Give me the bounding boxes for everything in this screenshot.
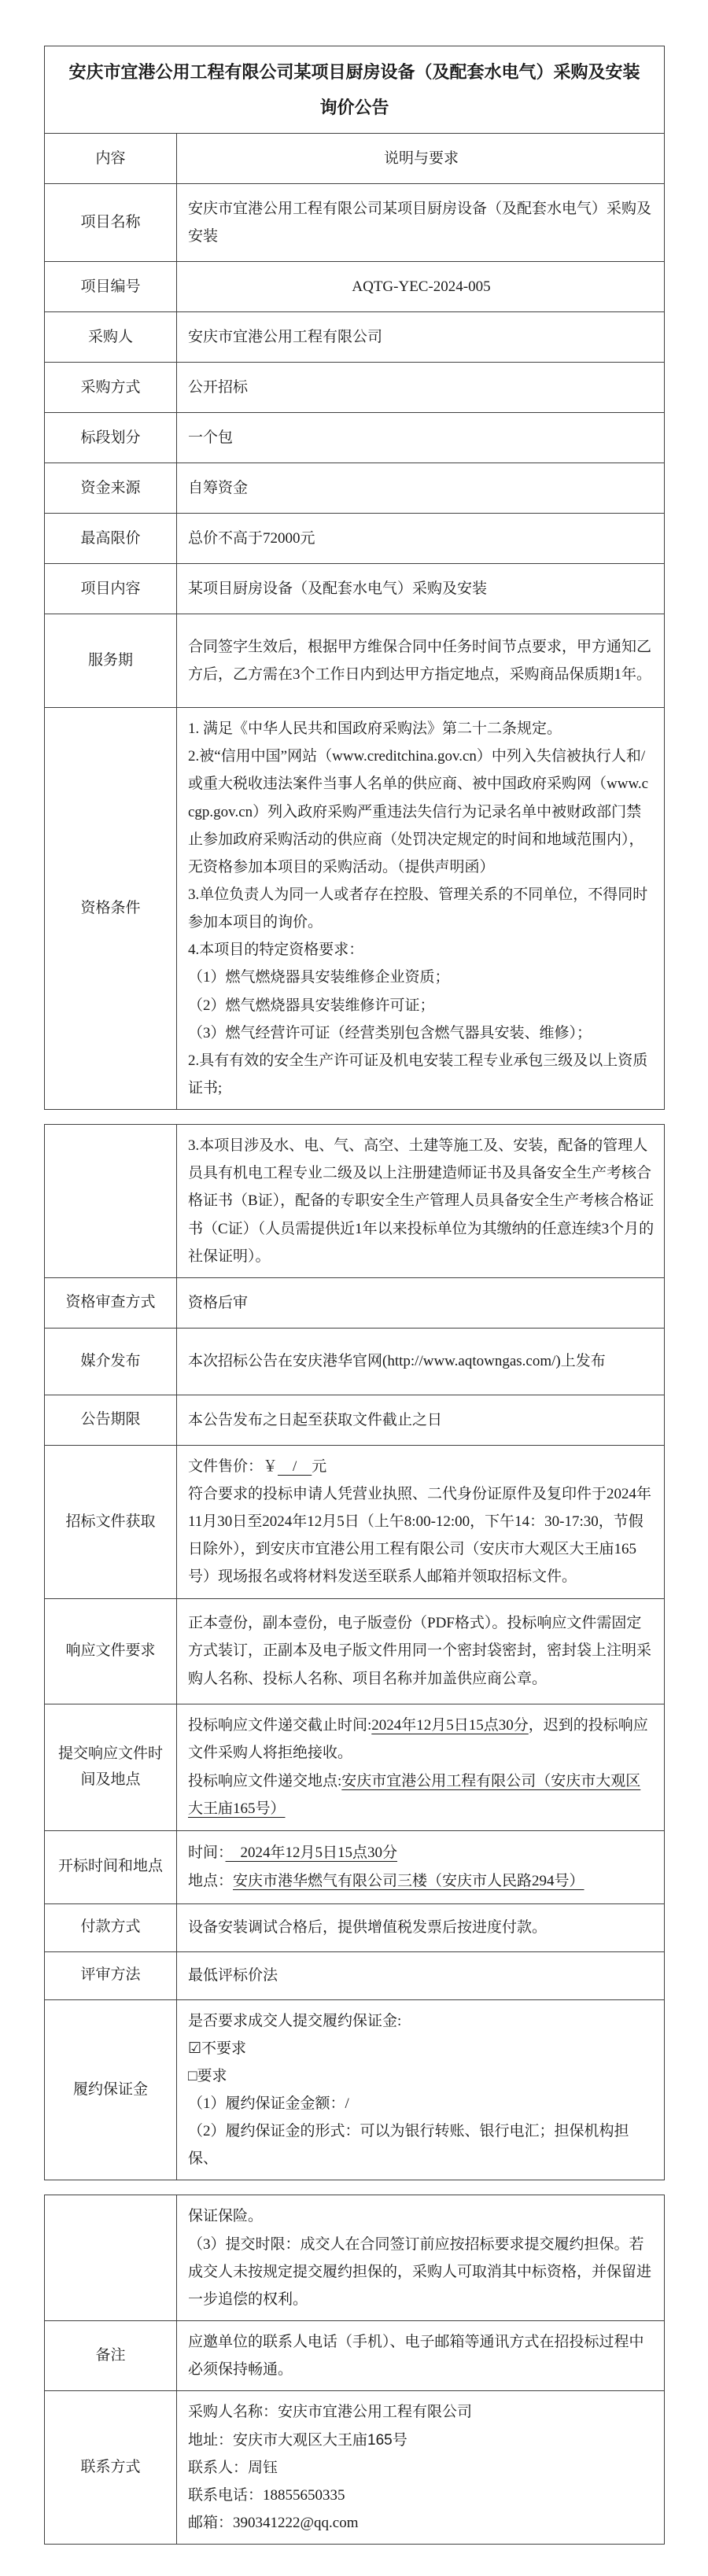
text-segment: 时间： [188,1844,226,1862]
row-content [177,463,665,514]
row-paragraph [188,2427,655,2454]
text-segment: 正本壹份，副本壹份，电子版壹份（PDF格式）。投标响应文件需固定方式装订，正副本及电子版文件用同一个密封袋密封，密封袋上注明采购人名称、投标人名称、项目名称并加盖供应商公章。 [188,1615,652,1687]
text-segment: 投标响应文件递交截止时间: [188,1717,372,1734]
row-label: 招标文件获取 [45,1445,177,1598]
text-segment: 文件售价：￥ [188,1458,278,1475]
row-paragraph [188,2007,655,2035]
row-paragraph [188,1480,655,1591]
table-row [45,1125,665,1278]
row-paragraph [188,964,655,991]
row-content [177,184,665,262]
row-label: 项目内容 [45,564,177,614]
row-label: 提交响应文件时间及地点 [45,1704,177,1830]
underlined-text: 2024年12月5日15点30分 [371,1717,529,1734]
row-paragraph [188,1047,655,1102]
text-segment: 设备安装调试合格后，提供增值税发票后按进度付款。 [188,1918,548,1936]
row-content [177,363,665,413]
text-segment: 周钰 [248,2459,278,2476]
announcement-table-part-3 [44,2195,665,2545]
text-segment: 一个包 [188,429,234,447]
row-label: 采购人 [45,312,177,363]
row-label: 标段划分 [45,413,177,463]
text-segment: （3）燃气经营许可证（经营类别包含燃气器具安装、维修）； [188,1024,592,1041]
row-paragraph [188,1767,655,1822]
row-label: 资格条件 [45,708,177,1110]
row-content [177,262,665,312]
row-paragraph [188,575,655,603]
table-row [45,413,665,463]
title-row [45,46,665,134]
text-segment: 18855650335 [263,2486,345,2504]
row-paragraph [188,1867,655,1895]
text-segment: 投标响应文件递交地点: [188,1772,342,1789]
table-row [45,184,665,262]
row-content [177,1951,665,1999]
text-segment: 邮箱： [188,2514,234,2531]
table-row [45,1445,665,1598]
row-label: 采购方式 [45,363,177,413]
text-segment: 元 [312,1458,327,1475]
row-label: 开标时间和地点 [45,1830,177,1903]
text-segment: 符合要求的投标申请人凭营业执照、二代身份证原件及复印件于2024年11月30日至2024年12月5日（上午8:00-12:00，下午14：30-17:30，节假日除外），到安庆市宜港公用工程有限公司（安庆市大观区大王庙165号）现场报名或将材料发送至联系人邮箱并领取招标文件。 [188,1486,652,1586]
announcement-table-part-2 [44,1124,665,2180]
text-segment: 询价公告 [319,98,389,118]
row-label: 备注 [45,2320,177,2390]
row-content [177,1277,665,1328]
row-paragraph [188,525,655,552]
table-row [45,1704,665,1830]
page-title [45,46,665,134]
table-row [45,1830,665,1903]
row-paragraph [188,195,655,250]
text-segment: ，迟到的投标响应文件采购人将拒绝接收。 [188,1717,648,1762]
table-row [45,2391,665,2545]
row-paragraph [188,743,655,881]
text-segment: 1. 满足《中华人民共和国政府采购法》第二十二条规定。 [188,720,562,738]
row-paragraph [188,2454,655,2482]
table-row [45,514,665,564]
text-segment: 地址： [188,2431,234,2449]
row-paragraph [188,2202,655,2230]
text-segment: 自筹资金 [188,480,249,497]
table-row [45,1903,665,1951]
text-segment: 应邀单位的联系人电话（手机）、电子邮箱等通讯方式在招投标过程中必须保持畅通。 [188,2333,644,2379]
text-segment: 联系人： [188,2459,249,2476]
row-label: 最高限价 [45,514,177,564]
row-paragraph [188,424,655,451]
row-paragraph [188,1839,655,1867]
row-content [177,1830,665,1903]
text-segment: 公开招标 [188,379,249,396]
row-label: 公告期限 [45,1395,177,1445]
table-row [45,262,665,312]
row-paragraph [188,1914,655,1941]
row-paragraph [188,2482,655,2509]
row-label: 内容 [45,134,177,184]
row-label: 媒介发布 [45,1328,177,1395]
text-segment: 4.本项目的特定资格要求： [188,942,364,959]
text-segment: （2）履约保证金的形式：可以为银行转账、银行电汇；担保机构担保、 [188,2123,629,2168]
row-label: 服务期 [45,614,177,708]
row-paragraph [188,1132,655,1270]
row-content [177,134,665,184]
row-paragraph [188,273,655,300]
row-content [177,614,665,708]
text-segment: ☑不要求 [188,2040,247,2057]
announcement-table-part-1 [44,46,665,1110]
text-segment: 说明与要求 [384,150,459,168]
text-segment: 安庆市宜港公用工程有限公司某项目厨房设备（及配套水电气）采购及安装 [188,201,652,245]
text-segment: 安庆市宜港公用工程有限公司 [278,2404,473,2421]
table-row [45,312,665,363]
text-segment: 2.被“信用中国”网站（www.creditchina.gov.cn）中列入失信被执行人和/或重大税收违法案件当事人名单的供应商、被中国政府采购网（www.ccgp.gov.cn）列入政府采购严重违法失信行为记录名单中被财政部门禁止参加政府采购活动的供应商（处罚决定规定的时间和地域范围内），无资格参加本项目的采购活动。（提供声明函） [188,748,649,875]
table-row [45,1598,665,1704]
row-content [177,2320,665,2390]
row-content [177,2391,665,2545]
row-label: 联系方式 [45,2391,177,2545]
row-paragraph [188,2328,655,2383]
row-content [177,1999,665,2180]
text-segment: 采购人名称： [188,2404,278,2421]
text-segment: 安庆市宜港公用工程有限公司 [188,329,383,346]
row-paragraph [188,2117,655,2172]
row-paragraph [188,715,655,743]
row-paragraph [188,1406,655,1434]
row-paragraph [188,474,655,502]
row-paragraph [188,2398,655,2426]
text-segment: 安庆市宜港公用工程有限公司某项目厨房设备（及配套水电气）采购及安装 [68,62,640,82]
row-paragraph [188,1962,655,1989]
row-paragraph [188,1347,655,1375]
underlined-text: 2024年12月5日15点30分 [225,1844,398,1862]
table-row [45,1951,665,1999]
table-row [45,463,665,514]
row-label: 项目名称 [45,184,177,262]
row-paragraph [188,2062,655,2090]
text-segment: AQTG-YEC-2024-005 [352,278,491,296]
row-content [177,1445,665,1598]
table-row [45,2195,665,2321]
table-row [45,363,665,413]
row-paragraph [188,1289,655,1317]
table-row [45,614,665,708]
text-segment: 390341222@qq.com [233,2514,359,2531]
table-row [45,708,665,1110]
text-segment: 是否要求成交人提交履约保证金: [188,2012,402,2029]
row-content [177,413,665,463]
row-paragraph [188,2090,655,2117]
row-content [177,564,665,614]
text-segment: 本次招标公告在安庆港华官网(http://www.aqtowngas.com/)上发布 [188,1353,606,1370]
table-row [45,1328,665,1395]
row-content [177,1125,665,1278]
text-segment: 地点： [188,1872,234,1889]
text-segment: 最低评标价法 [188,1966,278,1984]
text-segment: 资格后审 [188,1294,249,1311]
row-label: 评审方法 [45,1951,177,1999]
row-paragraph [188,145,655,172]
row-label: 响应文件要求 [45,1598,177,1704]
row-content [177,708,665,1110]
row-content [177,1395,665,1445]
row-content [177,514,665,564]
text-segment: □要求 [188,2067,227,2084]
row-paragraph [188,1453,655,1480]
underlined-text: / [278,1458,312,1475]
row-content [177,1328,665,1395]
underlined-text: 安庆市港华燃气有限公司三楼（安庆市人民路294号） [233,1872,584,1889]
text-segment: （1）燃气燃烧器具安装维修企业资质； [188,969,450,986]
page-title-line [51,54,658,90]
text-segment: 联系电话： [188,2486,264,2504]
row-paragraph [188,1019,655,1047]
row-label: 履约保证金 [45,1999,177,2180]
text-segment: （1）履约保证金金额：/ [188,2095,349,2112]
text-segment: （3）提交时限：成交人在合同签订前应按招标要求提交履约担保。若成交人未按规定提交履约担保的，采购人可取消其中标资格，并保留进一步追偿的权利。 [188,2235,652,2308]
row-content [177,1598,665,1704]
row-label: 付款方式 [45,1903,177,1951]
row-label-empty [45,1125,177,1278]
underlined-text: 安庆市宜港公用工程有限公司（安庆市大观区大王庙165号） [188,1772,641,1817]
row-label: 资格审查方式 [45,1277,177,1328]
text-segment: 保证保险。 [188,2208,264,2225]
text-segment: 总价不高于72000元 [188,530,315,547]
text-segment: 安庆市大观区大王庙165号 [233,2431,407,2449]
table-row [45,1277,665,1328]
table-row [45,1395,665,1445]
row-content [177,1903,665,1951]
table-row [45,1999,665,2180]
row-paragraph [188,374,655,401]
text-segment: 某项目厨房设备（及配套水电气）采购及安装 [188,580,488,598]
row-content [177,312,665,363]
table-row [45,2320,665,2390]
text-segment: 本公告发布之日起至获取文件截止之日 [188,1411,443,1428]
row-paragraph [188,2231,655,2313]
text-segment: 3.单位负责人为同一人或者存在控股、管理关系的不同单位，不得同时参加本项目的询价。 [188,886,648,931]
row-label: 项目编号 [45,262,177,312]
row-paragraph [188,2509,655,2537]
text-segment: 3.本项目涉及水、电、气、高空、土建等施工及、安装，配备的管理人员具有机电工程专业二级及以上注册建造师证书及具备安全生产考核合格证书（B证），配备的专职安全生产管理人员具备安全生产考核合格证书（C证）（人员需提供近1年以来投标单位为其缴纳的任意连续3个月的社保证明）。 [188,1137,655,1265]
table-row [45,134,665,184]
row-label-empty [45,2195,177,2321]
row-paragraph [188,936,655,964]
table-row [45,564,665,614]
row-content [177,1704,665,1830]
row-paragraph [188,2035,655,2062]
row-paragraph [188,323,655,351]
inquiry-announcement-document [44,46,664,2545]
row-paragraph [188,1712,655,1767]
row-content [177,2195,665,2321]
text-segment: 2.具有有效的安全生产许可证及机电安装工程专业承包三级及以上资质证书; [188,1052,648,1097]
text-segment: 合同签字生效后，根据甲方维保合同中任务时间节点要求，甲方通知乙方后，乙方需在3个工作日内到达甲方指定地点，采购商品保质期1年。 [188,639,652,684]
row-paragraph [188,1609,655,1692]
row-paragraph [188,633,655,688]
text-segment: （2）燃气燃烧器具安装维修许可证； [188,997,435,1014]
row-label: 资金来源 [45,463,177,514]
row-paragraph [188,881,655,936]
row-paragraph [188,992,655,1019]
page-title-line [51,90,658,125]
